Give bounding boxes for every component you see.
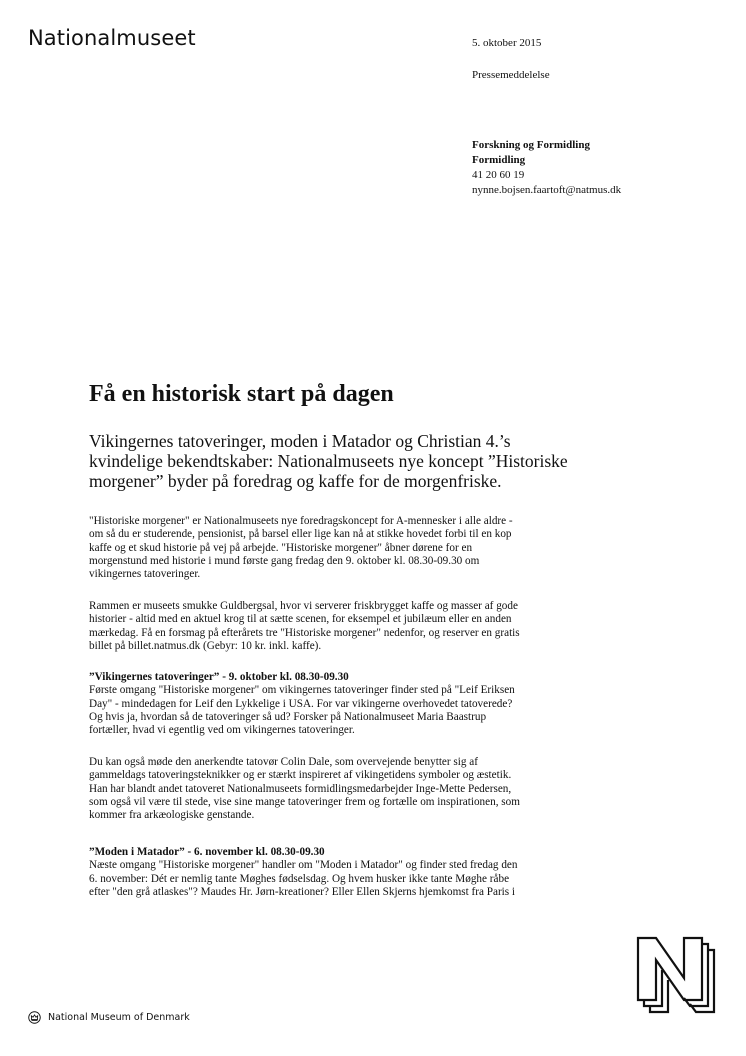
lead-line: kvindelige bekendtskaber: Nationalmuseets nye koncept ”Historiske (89, 451, 568, 471)
contact-block (472, 138, 621, 198)
text-line: "Historiske morgener" er Nationalmuseets nye foredragskoncept for A-mennesker i alle aldre - (89, 515, 513, 527)
contact-phone: 41 20 60 19 (472, 169, 525, 181)
contact-email: nynne.bojsen.faartoft@natmus.dk (472, 184, 622, 196)
section-heading: ”Moden i Matador” - 6. november kl. 08.30-09.30 (89, 846, 325, 858)
text-line: kommer fra arkæologiske genstande. (89, 809, 255, 822)
text-line: Og hvis ja, hvordan så de tatoveringer så ud? Forsker på Nationalmuseet Maria Baastrup (89, 710, 487, 723)
crown-seal-icon (28, 1011, 41, 1024)
paragraph-colin-dale (89, 756, 609, 822)
text-line: Næste omgang "Historiske morgener" handler om "Moden i Matador" og finder sted fredag den (89, 859, 518, 872)
text-line: efter "den grå atlaskes"? Maudes Hr. Jørn-kreationer? Eller Ellen Skjerns hjemkomst fra Paris i (89, 885, 516, 898)
paragraph-venue (89, 600, 609, 653)
text-line: gammeldags tatoveringsteknikker og er stærkt inspireret af vikingetidens symboler og æstetik. (89, 769, 512, 782)
footer-museum-name: National Museum of Denmark (48, 1012, 190, 1023)
paragraph-intro (89, 515, 609, 581)
nationalmuseet-n-logo-icon (636, 936, 720, 1014)
lead-line: morgener” byder på foredrag og kaffe for de morgenfriske. (89, 471, 502, 491)
lead-line: Vikingernes tatoveringer, moden i Matador og Christian 4.’s (89, 431, 511, 451)
page-footer (28, 1011, 190, 1024)
text-line: fortæller, hvad vi egentlig ved om vikingernes tatoveringer. (89, 724, 355, 737)
text-line: mærkedag. Få en forsmag på efterårets tre "Historiske morgener" nedenfor, og reserver en gratis (89, 626, 520, 639)
text-line: historier - altid med en aktuel krog til at sætte scenen, for eksempel et jubilæum eller en anden (89, 613, 512, 626)
contact-department: Forskning og Formidling (472, 139, 590, 151)
document-type: Pressemeddelelse (472, 69, 550, 81)
text-line: morgenstund med historie i mund første gang fredag den 9. oktober kl. 08.30-09.30 om (89, 554, 480, 567)
text-line: Day" - mindedagen for Leif den Lykkelige i USA. For var vikingerne overhovedet tatoverede? (89, 697, 513, 710)
section-heading: ”Vikingernes tatoveringer” - 9. oktober kl. 08.30-09.30 (89, 671, 349, 683)
text-line: Rammen er museets smukke Guldbergsal, hvor vi serverer friskbrygget kaffe og masser af gode (89, 600, 518, 612)
article-title: Få en historisk start på dagen (89, 381, 394, 407)
text-line: vikingernes tatoveringer. (89, 568, 201, 581)
text-line: kaffe og et skud historie på vej på arbejde. "Historiske morgener" åbner dørene for en (89, 541, 473, 554)
text-line: Første omgang "Historiske morgener" om vikingernes tatoveringer finder sted på "Leif Eriksen (89, 684, 515, 697)
text-line: Du kan også møde den anerkendte tatovør Colin Dale, som overvejende benytter sig af (89, 756, 478, 768)
text-line: som også vil være til stede, vise sine mange tatoveringer frem og fortælle om inspirationen, som (89, 795, 520, 808)
press-release-date: 5. oktober 2015 (472, 37, 542, 49)
text-line: Han har blandt andet tatoveret Nationalmuseets formidlingsmedarbejder Inge-Mette Pedersen, (89, 782, 512, 795)
nationalmuseet-logo-text: Nationalmuseet (28, 26, 196, 50)
text-line: billet på billet.natmus.dk (Gebyr: 10 kr. inkl. kaffe). (89, 639, 322, 652)
text-line: om så du er studerende, pensionist, på barsel eller lige kan nå at stikke hovedet forbi til en kop (89, 528, 512, 541)
contact-unit: Formidling (472, 154, 526, 166)
section-matador-fashion (89, 846, 609, 899)
article-lead (89, 431, 629, 491)
text-line: 6. november: Dét er nemlig tante Møghes fødselsdag. Og hvem husker ikke tante Møghe råbe (89, 872, 510, 885)
section-viking-tattoos (89, 671, 609, 737)
